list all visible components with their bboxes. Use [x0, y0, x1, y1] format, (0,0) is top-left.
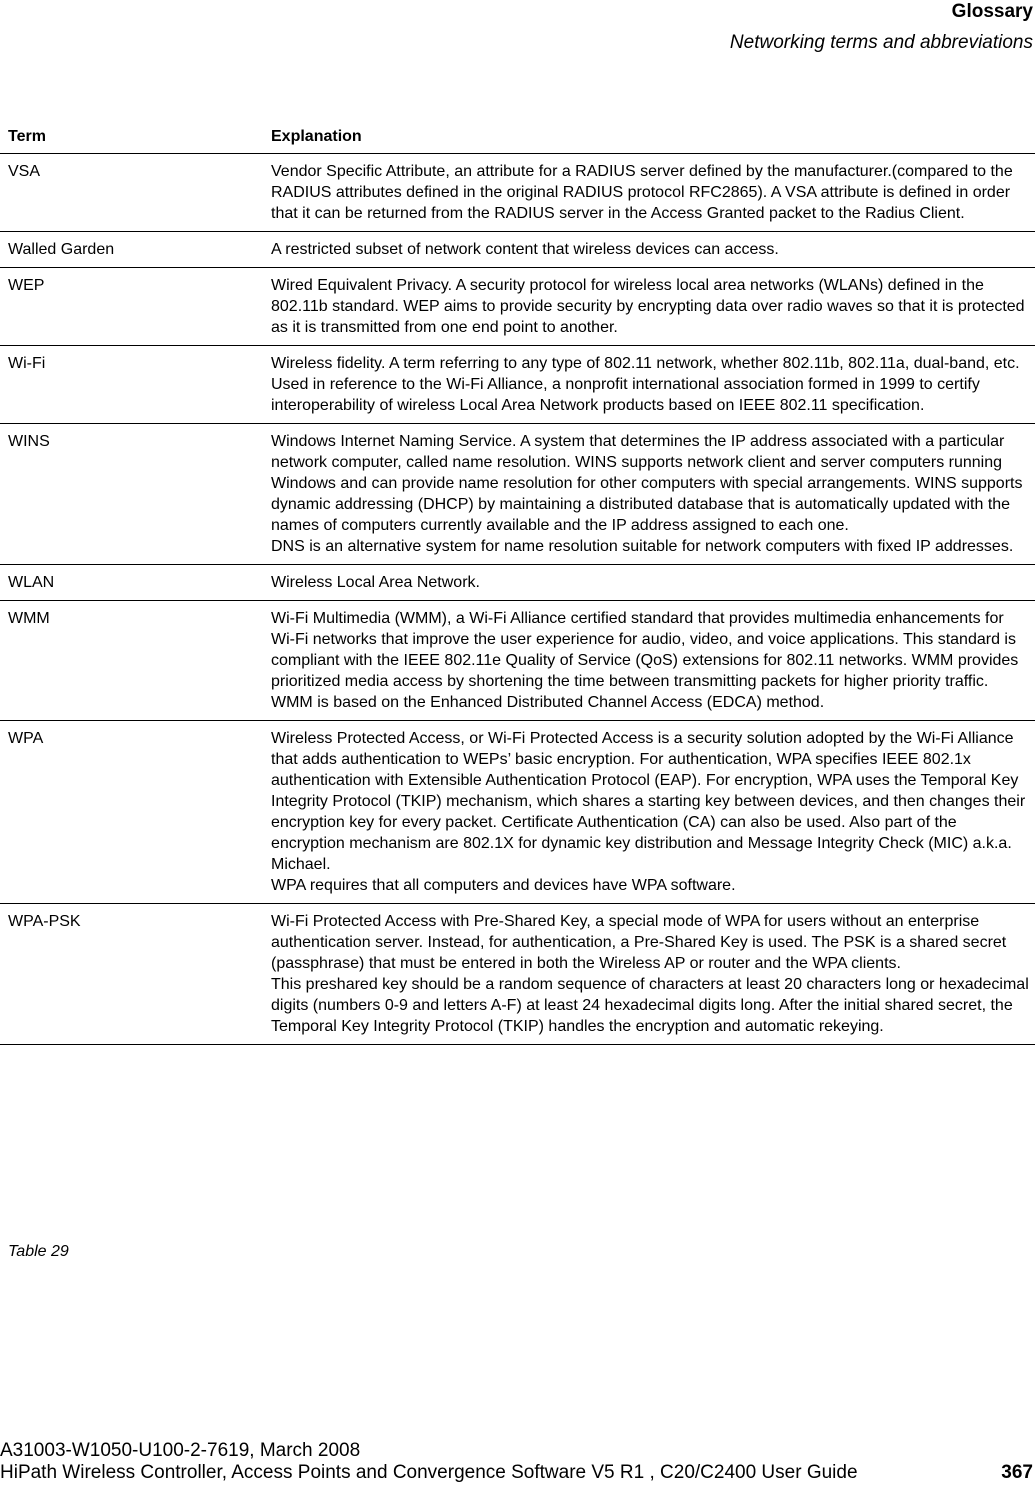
- column-header-term: Term: [0, 120, 263, 154]
- term-cell: WINS: [0, 424, 263, 565]
- explanation-cell: [263, 268, 1035, 346]
- page-number: 367: [1001, 1462, 1033, 1483]
- explanation-paragraph: Wired Equivalent Privacy. A security protocol for wireless local area networks (WLANs) defined in the 802.11b standard. WEP aims to provide security by encrypting data over radio waves so that it is protected as it is transmitted from one end point to another.: [271, 277, 1025, 336]
- footer-doc-title: HiPath Wireless Controller, Access Points and Convergence Software V5 R1 , C20/C2400 User Guide: [0, 1462, 858, 1483]
- table-row: [0, 154, 1035, 232]
- table-row: [0, 424, 1035, 565]
- explanation-paragraph: Vendor Specific Attribute, an attribute for a RADIUS server defined by the manufacturer.(compared to the RADIUS attributes defined in the original RADIUS protocol RFC2865). A VSA attribute is defined in order that it can be returned from the RADIUS server in the Access Granted packet to the Radius Client.: [271, 163, 1013, 222]
- explanation-paragraph: Wi-Fi Protected Access with Pre-Shared Key, a special mode of WPA for users without an enterprise authentication server. Instead, for authentication, a Pre-Shared Key is used. The PSK is a shared secret (passphrase) that must be entered in both the Wireless AP or router and the WPA clients.: [271, 913, 1007, 972]
- explanation-paragraph: Wireless Protected Access, or Wi-Fi Protected Access is a security solution adopted by the Wi-Fi Alliance that adds authentication to WEPs’ basic encryption. For authentication, WPA specifies IEEE 802.1x authentication with Extensible Authentication Protocol (EAP). For encryption, WPA uses the Temporal Key Integrity Protocol (TKIP) mechanism, which shares a starting key between devices, and then changes their encryption key for every packet. Certificate Authentication (CA) can also be used. Also part of the encryption mechanism are 802.1X for dynamic key distribution and Message Integrity Check (MIC) a.k.a. Michael.: [271, 730, 1026, 873]
- section-title: Glossary: [951, 1, 1033, 22]
- term-cell: WPA: [0, 721, 263, 904]
- column-header-explanation: Explanation: [263, 120, 1035, 154]
- explanation-paragraph: A restricted subset of network content that wireless devices can access.: [271, 241, 779, 258]
- explanation-paragraph: WPA requires that all computers and devices have WPA software.: [271, 877, 736, 894]
- term-cell: Walled Garden: [0, 232, 263, 268]
- explanation-cell: [263, 346, 1035, 424]
- explanation-cell: [263, 721, 1035, 904]
- term-cell: Wi-Fi: [0, 346, 263, 424]
- explanation-cell: [263, 232, 1035, 268]
- page-footer: [0, 1440, 1035, 1484]
- term-cell: WLAN: [0, 565, 263, 601]
- explanation-paragraph: This preshared key should be a random sequence of characters at least 20 characters long or hexadecimal digits (numbers 0-9 and letters A-F) at least 24 hexadecimal digits long. After the initial shared secret, the Temporal Key Integrity Protocol (TKIP) handles the encryption and automatic rekeying.: [271, 976, 1029, 1035]
- explanation-paragraph: Wireless fidelity. A term referring to any type of 802.11 network, whether 802.11b, 802.11a, dual-band, etc. Used in reference to the Wi-Fi Alliance, a nonprofit international association formed in 1999 to certify interoperability of wireless Local Area Network products based on IEEE 802.11 specification.: [271, 355, 1020, 414]
- explanation-paragraph: Wi-Fi Multimedia (WMM), a Wi-Fi Alliance certified standard that provides multimedia enhancements for Wi-Fi networks that improve the user experience for audio, video, and voice applications. This standard is compliant with the IEEE 802.11e Quality of Service (QoS) extensions for 802.11 networks. WMM provides prioritized media access by shortening the time between transmitting packets for higher priority traffic. WMM is based on the Enhanced Distributed Channel Access (EDCA) method.: [271, 610, 1019, 711]
- table-row: [0, 565, 1035, 601]
- table-row: [0, 268, 1035, 346]
- explanation-cell: [263, 601, 1035, 721]
- table-row: [0, 601, 1035, 721]
- term-cell: WEP: [0, 268, 263, 346]
- table-caption: Table 29: [8, 1243, 69, 1260]
- glossary-body: [0, 154, 1035, 1045]
- explanation-cell: [263, 154, 1035, 232]
- term-cell: WMM: [0, 601, 263, 721]
- term-cell: VSA: [0, 154, 263, 232]
- explanation-paragraph: Windows Internet Naming Service. A system that determines the IP address associated with a particular network computer, called name resolution. WINS supports network client and server computers running Windows and can provide name resolution for other computers with special arrangements. WINS supports dynamic addressing (DHCP) by maintaining a distributed database that is automatically updated with the names of computers currently available and the IP address assigned to each one.: [271, 433, 1023, 534]
- explanation-paragraph: DNS is an alternative system for name resolution suitable for network computers with fixed IP addresses.: [271, 538, 1014, 555]
- page-header: [730, 0, 1033, 55]
- explanation-cell: [263, 424, 1035, 565]
- footer-doc-id: A31003-W1050-U100-2-7619, March 2008: [0, 1440, 361, 1461]
- table-row: [0, 346, 1035, 424]
- section-subtitle: Networking terms and abbreviations: [729, 32, 1033, 53]
- table-row: [0, 721, 1035, 904]
- explanation-cell: [263, 904, 1035, 1045]
- explanation-paragraph: Wireless Local Area Network.: [271, 574, 480, 591]
- table-row: [0, 232, 1035, 268]
- table-row: [0, 904, 1035, 1045]
- table-header-row: [0, 120, 1035, 154]
- glossary-table: [0, 120, 1035, 1045]
- explanation-cell: [263, 565, 1035, 601]
- term-cell: WPA-PSK: [0, 904, 263, 1045]
